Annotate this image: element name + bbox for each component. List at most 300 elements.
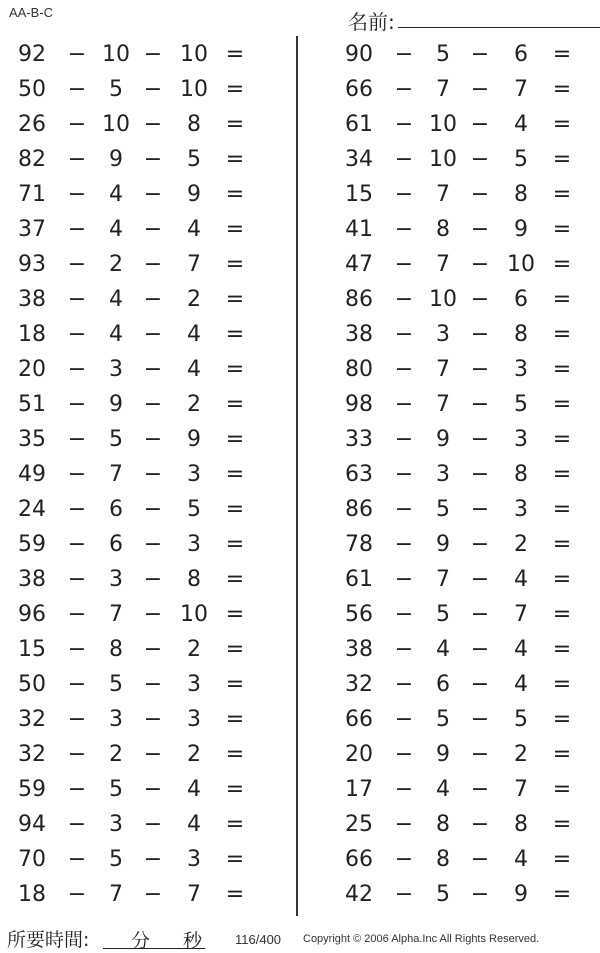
problem-row (12, 737, 272, 772)
third-number: 4 (187, 357, 201, 382)
second-number: 9 (436, 427, 450, 452)
second-number: 4 (436, 637, 450, 662)
minus-sign: − (67, 357, 87, 382)
minus-sign: − (470, 742, 490, 767)
equals-sign: = (552, 532, 572, 557)
equals-sign: = (225, 847, 245, 872)
minus-sign: − (470, 847, 490, 872)
first-number: 86 (345, 287, 373, 312)
first-number: 38 (345, 637, 373, 662)
minus-sign: − (470, 567, 490, 592)
first-number: 38 (18, 567, 46, 592)
minus-sign: − (394, 672, 414, 697)
minus-sign: − (143, 882, 163, 907)
third-number: 3 (514, 427, 528, 452)
minus-sign: − (394, 777, 414, 802)
second-number: 8 (109, 637, 123, 662)
second-number: 4 (436, 777, 450, 802)
second-number: 5 (436, 882, 450, 907)
first-number: 82 (18, 147, 46, 172)
minus-sign: − (143, 707, 163, 732)
minus-sign: − (470, 637, 490, 662)
equals-sign: = (552, 287, 572, 312)
third-number: 6 (514, 287, 528, 312)
minus-sign: − (394, 42, 414, 67)
third-number: 3 (187, 462, 201, 487)
minus-sign: − (470, 532, 490, 557)
third-number: 3 (187, 532, 201, 557)
first-number: 86 (345, 497, 373, 522)
first-number: 98 (345, 392, 373, 417)
second-number: 9 (109, 147, 123, 172)
minus-sign: − (394, 427, 414, 452)
equals-sign: = (552, 812, 572, 837)
minus-sign: − (394, 602, 414, 627)
minus-sign: − (394, 462, 414, 487)
third-number: 5 (187, 147, 201, 172)
equals-sign: = (552, 182, 572, 207)
minus-sign: − (67, 77, 87, 102)
minus-sign: − (67, 42, 87, 67)
minus-sign: − (394, 812, 414, 837)
problem-row (339, 737, 599, 772)
problem-row (339, 247, 599, 282)
minus-sign: − (67, 742, 87, 767)
minus-sign: − (67, 707, 87, 732)
minus-sign: − (143, 672, 163, 697)
minus-sign: − (67, 497, 87, 522)
third-number: 5 (514, 392, 528, 417)
third-number: 2 (187, 287, 201, 312)
third-number: 2 (187, 637, 201, 662)
minus-sign: − (143, 567, 163, 592)
third-number: 3 (187, 707, 201, 732)
equals-sign: = (552, 882, 572, 907)
third-number: 8 (187, 112, 201, 137)
second-number: 5 (436, 707, 450, 732)
worksheet-code: AA-B-C (9, 5, 54, 20)
first-number: 32 (345, 672, 373, 697)
equals-sign: = (552, 147, 572, 172)
minus-sign: − (394, 742, 414, 767)
first-number: 51 (18, 392, 46, 417)
minus-sign: − (67, 672, 87, 697)
first-number: 70 (18, 847, 46, 872)
equals-sign: = (552, 707, 572, 732)
first-number: 38 (345, 322, 373, 347)
first-number: 80 (345, 357, 373, 382)
minus-sign: − (67, 112, 87, 137)
first-number: 34 (345, 147, 373, 172)
name-input-line[interactable] (398, 27, 600, 28)
minus-sign: − (470, 252, 490, 277)
first-number: 66 (345, 77, 373, 102)
minus-sign: − (143, 812, 163, 837)
third-number: 2 (187, 742, 201, 767)
third-number: 4 (514, 847, 528, 872)
minus-sign: − (470, 77, 490, 102)
third-number: 2 (187, 392, 201, 417)
equals-sign: = (225, 252, 245, 277)
minus-sign: − (67, 287, 87, 312)
first-number: 66 (345, 847, 373, 872)
minus-sign: − (143, 497, 163, 522)
problem-row (12, 632, 272, 667)
equals-sign: = (225, 392, 245, 417)
minus-sign: − (470, 882, 490, 907)
problem-row (12, 457, 272, 492)
second-number: 10 (102, 42, 130, 67)
minus-sign: − (67, 462, 87, 487)
first-number: 32 (18, 742, 46, 767)
first-number: 78 (345, 532, 373, 557)
minus-sign: − (67, 182, 87, 207)
equals-sign: = (552, 497, 572, 522)
second-number: 7 (436, 357, 450, 382)
minus-sign: − (394, 147, 414, 172)
first-number: 61 (345, 567, 373, 592)
second-number: 2 (109, 742, 123, 767)
first-number: 20 (18, 357, 46, 382)
second-number: 6 (109, 497, 123, 522)
problem-row (339, 527, 599, 562)
second-number: 5 (109, 777, 123, 802)
first-number: 26 (18, 112, 46, 137)
minus-sign: − (143, 532, 163, 557)
second-number: 10 (429, 287, 457, 312)
problem-row (339, 37, 599, 72)
minus-sign: − (67, 392, 87, 417)
minus-sign: − (394, 322, 414, 347)
first-number: 41 (345, 217, 373, 242)
minus-sign: − (143, 287, 163, 312)
minus-sign: − (394, 847, 414, 872)
equals-sign: = (225, 637, 245, 662)
first-number: 56 (345, 602, 373, 627)
second-number: 9 (109, 392, 123, 417)
minus-sign: − (67, 777, 87, 802)
equals-sign: = (225, 147, 245, 172)
minus-sign: − (143, 217, 163, 242)
minus-sign: − (394, 392, 414, 417)
second-number: 8 (436, 812, 450, 837)
minus-sign: − (470, 322, 490, 347)
minus-sign: − (470, 707, 490, 732)
first-number: 90 (345, 42, 373, 67)
third-number: 2 (514, 532, 528, 557)
minus-sign: − (394, 532, 414, 557)
first-number: 49 (18, 462, 46, 487)
footer (0, 924, 600, 952)
equals-sign: = (552, 462, 572, 487)
minus-sign: − (470, 602, 490, 627)
problem-row (339, 632, 599, 667)
equals-sign: = (552, 112, 572, 137)
first-number: 35 (18, 427, 46, 452)
second-number: 10 (429, 147, 457, 172)
first-number: 18 (18, 322, 46, 347)
problem-row (12, 247, 272, 282)
third-number: 7 (514, 77, 528, 102)
problem-row (339, 667, 599, 702)
problem-row (339, 422, 599, 457)
third-number: 5 (514, 707, 528, 732)
problem-row (339, 387, 599, 422)
equals-sign: = (552, 742, 572, 767)
problem-row (339, 877, 599, 912)
third-number: 10 (180, 42, 208, 67)
equals-sign: = (225, 497, 245, 522)
first-number: 20 (345, 742, 373, 767)
third-number: 4 (514, 672, 528, 697)
problem-row (12, 352, 272, 387)
first-number: 63 (345, 462, 373, 487)
problem-row (12, 597, 272, 632)
time-label: 所要時間: (7, 929, 90, 951)
problem-row (12, 142, 272, 177)
problem-row (12, 177, 272, 212)
second-number: 5 (436, 497, 450, 522)
minus-sign: − (67, 252, 87, 277)
third-number: 7 (187, 252, 201, 277)
third-number: 9 (187, 182, 201, 207)
minus-sign: − (67, 147, 87, 172)
first-number: 66 (345, 707, 373, 732)
third-number: 3 (514, 497, 528, 522)
first-number: 42 (345, 882, 373, 907)
problem-row (12, 212, 272, 247)
problem-row (339, 72, 599, 107)
minus-sign: − (394, 112, 414, 137)
second-number: 7 (109, 602, 123, 627)
minus-sign: − (143, 637, 163, 662)
third-number: 8 (514, 462, 528, 487)
equals-sign: = (225, 812, 245, 837)
equals-sign: = (552, 567, 572, 592)
equals-sign: = (225, 462, 245, 487)
third-number: 5 (514, 147, 528, 172)
third-number: 7 (187, 882, 201, 907)
third-number: 6 (514, 42, 528, 67)
first-number: 59 (18, 532, 46, 557)
equals-sign: = (225, 707, 245, 732)
problem-row (339, 177, 599, 212)
problem-row (12, 282, 272, 317)
second-number: 4 (109, 322, 123, 347)
second-number: 7 (436, 77, 450, 102)
minus-sign: − (67, 217, 87, 242)
second-number: 7 (436, 392, 450, 417)
second-number: 10 (102, 112, 130, 137)
problem-row (12, 107, 272, 142)
problem-row (12, 807, 272, 842)
minus-sign: − (470, 357, 490, 382)
problem-row (339, 142, 599, 177)
minus-sign: − (394, 497, 414, 522)
time-input-line[interactable] (103, 948, 205, 949)
first-number: 96 (18, 602, 46, 627)
second-number: 5 (109, 847, 123, 872)
minus-sign: − (67, 567, 87, 592)
equals-sign: = (225, 567, 245, 592)
third-number: 9 (514, 882, 528, 907)
third-number: 2 (514, 742, 528, 767)
name-area (348, 3, 588, 34)
equals-sign: = (225, 217, 245, 242)
problem-row (339, 772, 599, 807)
first-number: 24 (18, 497, 46, 522)
minus-sign: − (470, 497, 490, 522)
minus-sign: − (470, 777, 490, 802)
minus-sign: − (67, 322, 87, 347)
minus-sign: − (394, 357, 414, 382)
equals-sign: = (225, 182, 245, 207)
third-number: 4 (187, 217, 201, 242)
equals-sign: = (225, 287, 245, 312)
equals-sign: = (552, 637, 572, 662)
second-number: 5 (109, 427, 123, 452)
third-number: 10 (507, 252, 535, 277)
minus-sign: − (394, 217, 414, 242)
third-number: 4 (187, 322, 201, 347)
minus-sign: − (67, 882, 87, 907)
minus-sign: − (67, 812, 87, 837)
minus-sign: − (143, 602, 163, 627)
problem-row (12, 387, 272, 422)
problem-row (339, 842, 599, 877)
minus-sign: − (470, 427, 490, 452)
minus-sign: − (143, 357, 163, 382)
problem-row (339, 492, 599, 527)
minus-sign: − (67, 637, 87, 662)
first-number: 38 (18, 287, 46, 312)
left-problem-column (12, 37, 272, 912)
minus-sign: − (143, 322, 163, 347)
second-number: 7 (109, 462, 123, 487)
equals-sign: = (225, 882, 245, 907)
problem-row (12, 842, 272, 877)
second-number: 3 (109, 707, 123, 732)
third-number: 4 (187, 777, 201, 802)
second-number: 3 (436, 322, 450, 347)
equals-sign: = (225, 357, 245, 382)
equals-sign: = (552, 777, 572, 802)
equals-sign: = (552, 322, 572, 347)
minus-sign: − (143, 147, 163, 172)
equals-sign: = (225, 602, 245, 627)
problem-row (339, 317, 599, 352)
minus-sign: − (143, 42, 163, 67)
second-number: 8 (436, 847, 450, 872)
third-number: 5 (187, 497, 201, 522)
third-number: 10 (180, 77, 208, 102)
equals-sign: = (552, 77, 572, 102)
second-number: 5 (109, 77, 123, 102)
second-number: 3 (109, 567, 123, 592)
problem-row (12, 72, 272, 107)
minus-sign: − (470, 392, 490, 417)
equals-sign: = (225, 532, 245, 557)
minus-sign: − (470, 147, 490, 172)
minus-sign: − (143, 742, 163, 767)
minus-sign: − (394, 707, 414, 732)
minus-sign: − (470, 672, 490, 697)
problem-row (12, 492, 272, 527)
first-number: 50 (18, 672, 46, 697)
equals-sign: = (552, 217, 572, 242)
copyright-notice: Copyright © 2006 Alpha.Inc All Rights Reserved. (303, 933, 540, 945)
minus-sign: − (143, 252, 163, 277)
second-number: 2 (109, 252, 123, 277)
equals-sign: = (552, 392, 572, 417)
third-number: 3 (514, 357, 528, 382)
second-number: 3 (436, 462, 450, 487)
right-problem-column (339, 37, 599, 912)
problem-row (12, 667, 272, 702)
third-number: 8 (514, 182, 528, 207)
first-number: 71 (18, 182, 46, 207)
equals-sign: = (225, 77, 245, 102)
third-number: 4 (187, 812, 201, 837)
first-number: 47 (345, 252, 373, 277)
minus-sign: − (67, 427, 87, 452)
third-number: 8 (514, 812, 528, 837)
problem-row (339, 352, 599, 387)
first-number: 94 (18, 812, 46, 837)
second-number: 8 (436, 217, 450, 242)
third-number: 7 (514, 777, 528, 802)
problem-row (12, 37, 272, 72)
column-divider (296, 36, 298, 916)
minus-sign: − (143, 112, 163, 137)
equals-sign: = (552, 42, 572, 67)
first-number: 15 (18, 637, 46, 662)
minus-sign: − (143, 847, 163, 872)
problem-row (12, 562, 272, 597)
second-number: 4 (109, 217, 123, 242)
problem-row (339, 107, 599, 142)
problem-row (12, 317, 272, 352)
second-number: 10 (429, 112, 457, 137)
minus-sign: − (143, 427, 163, 452)
equals-sign: = (552, 357, 572, 382)
second-number: 7 (436, 182, 450, 207)
minus-sign: − (394, 182, 414, 207)
problem-row (339, 562, 599, 597)
minus-sign: − (470, 462, 490, 487)
minus-sign: − (470, 182, 490, 207)
minus-sign: − (470, 287, 490, 312)
minus-sign: − (394, 77, 414, 102)
second-number: 6 (436, 672, 450, 697)
equals-sign: = (552, 427, 572, 452)
minutes-unit: 分 (131, 930, 151, 952)
third-number: 4 (514, 637, 528, 662)
second-number: 9 (436, 532, 450, 557)
second-number: 7 (436, 567, 450, 592)
second-number: 4 (109, 287, 123, 312)
third-number: 4 (514, 567, 528, 592)
third-number: 9 (514, 217, 528, 242)
first-number: 15 (345, 182, 373, 207)
first-number: 93 (18, 252, 46, 277)
third-number: 4 (514, 112, 528, 137)
first-number: 92 (18, 42, 46, 67)
name-label: 名前: (348, 10, 395, 34)
third-number: 7 (514, 602, 528, 627)
first-number: 25 (345, 812, 373, 837)
minus-sign: − (67, 847, 87, 872)
